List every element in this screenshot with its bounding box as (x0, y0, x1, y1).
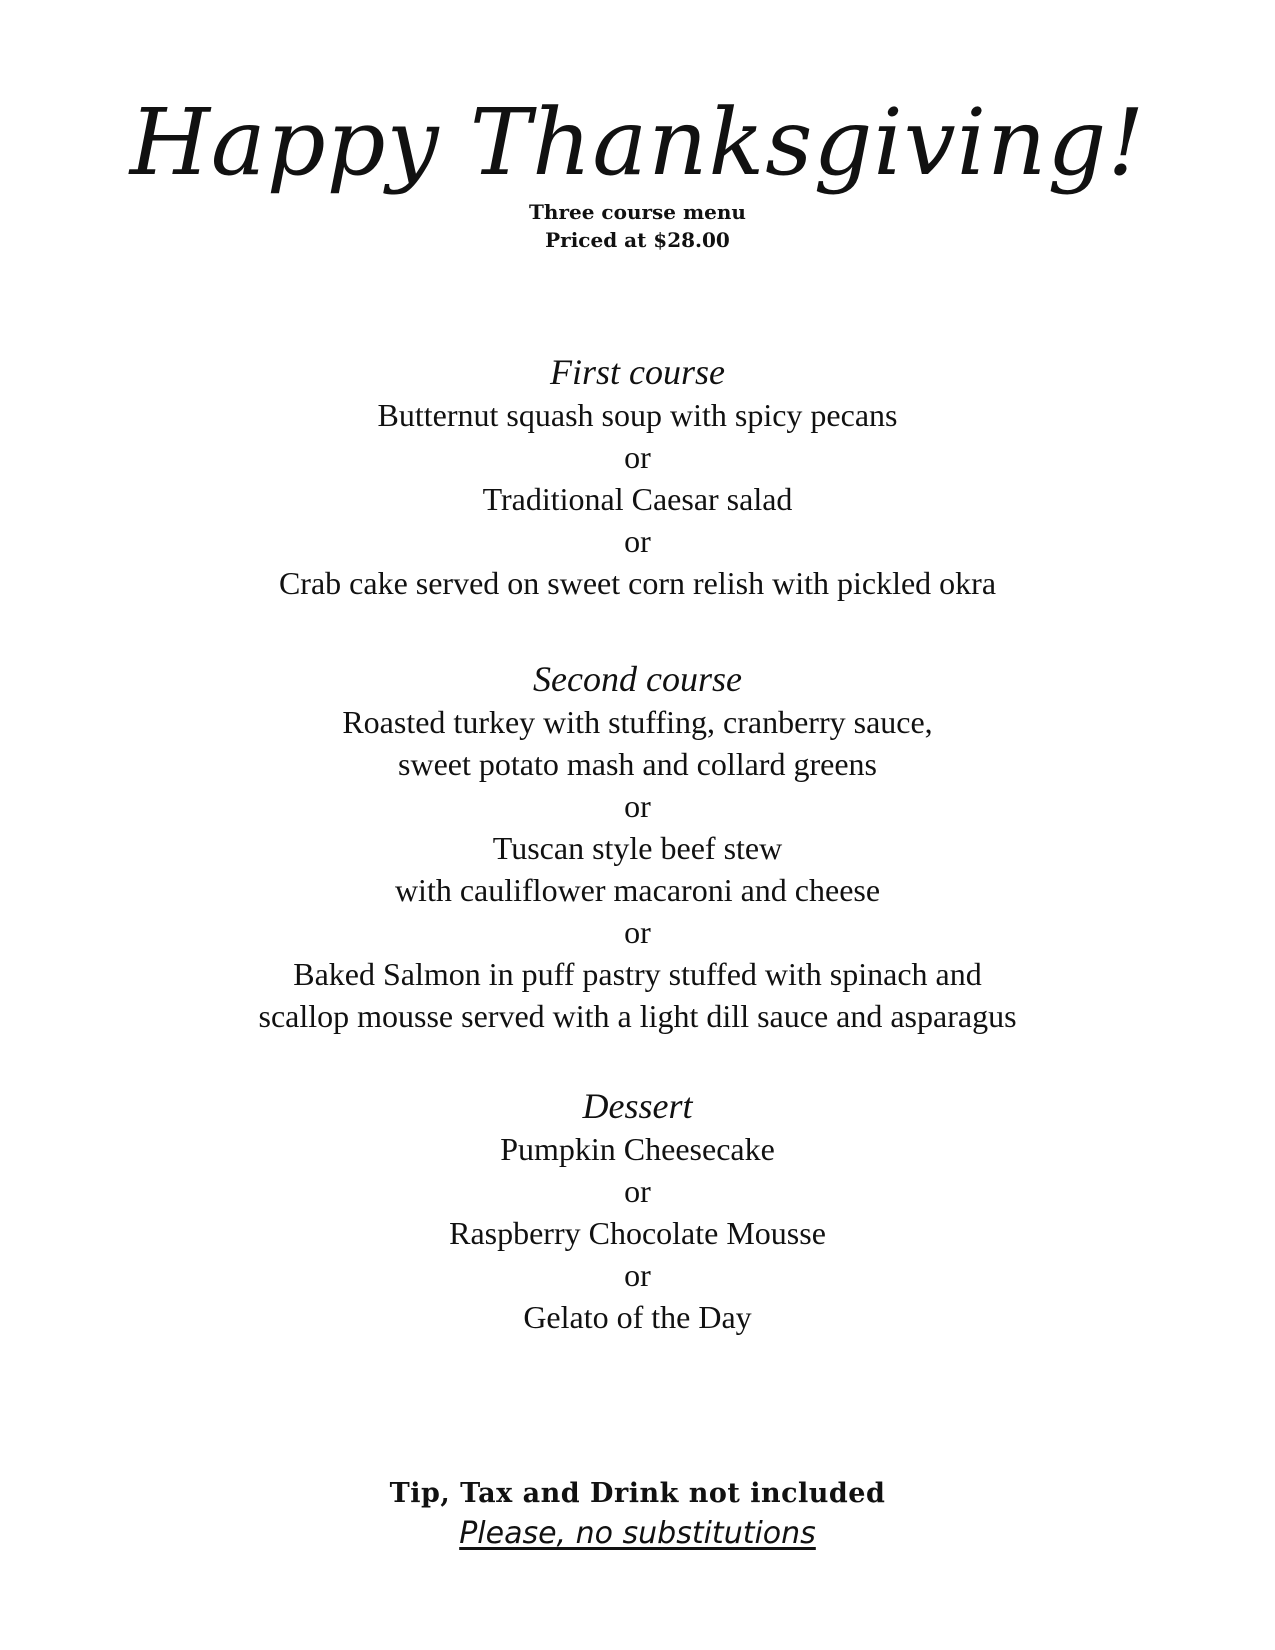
substitution-policy-text: Please, no substitutions (459, 1516, 816, 1551)
price-subtitle: Priced at $28.00 (545, 228, 730, 252)
or-separator: or (624, 1173, 651, 1209)
or-separator: or (624, 788, 651, 824)
menu-type-subtitle: Three course menu (529, 200, 746, 224)
or-separator: or (624, 914, 651, 950)
menu-item: sweet potato mash and collard greens (398, 746, 877, 782)
course-heading: Dessert (582, 1086, 693, 1126)
menu-item: Butternut squash soup with spicy pecans (377, 397, 898, 433)
or-separator: or (624, 523, 651, 559)
or-separator: or (624, 1257, 651, 1293)
course-heading: Second course (533, 659, 742, 699)
menu-item: Roasted turkey with stuffing, cranberry sauce, (342, 704, 933, 740)
menu-item: scallop mousse served with a light dill sauce and asparagus (258, 998, 1017, 1034)
menu-item: with cauliflower macaroni and cheese (394, 872, 881, 908)
first-course-section (0, 350, 1275, 604)
page-title: Happy Thanksgiving! (129, 89, 1146, 196)
exclusions-note: Tip, Tax and Drink not included (389, 1478, 886, 1509)
menu-item: Gelato of the Day (523, 1299, 752, 1335)
course-heading: First course (550, 352, 725, 392)
substitution-policy (0, 1514, 1275, 1554)
second-course-section (0, 657, 1275, 1037)
menu-item: Tuscan style beef stew (492, 830, 783, 866)
menu-item: Traditional Caesar salad (482, 481, 793, 517)
menu-item: Raspberry Chocolate Mousse (449, 1215, 826, 1251)
or-separator: or (624, 439, 651, 475)
menu-item: Baked Salmon in puff pastry stuffed with spinach and (293, 956, 982, 992)
menu-item: Pumpkin Cheesecake (500, 1131, 775, 1167)
menu-item: Crab cake served on sweet corn relish with pickled okra (278, 565, 997, 601)
dessert-section (0, 1084, 1275, 1338)
